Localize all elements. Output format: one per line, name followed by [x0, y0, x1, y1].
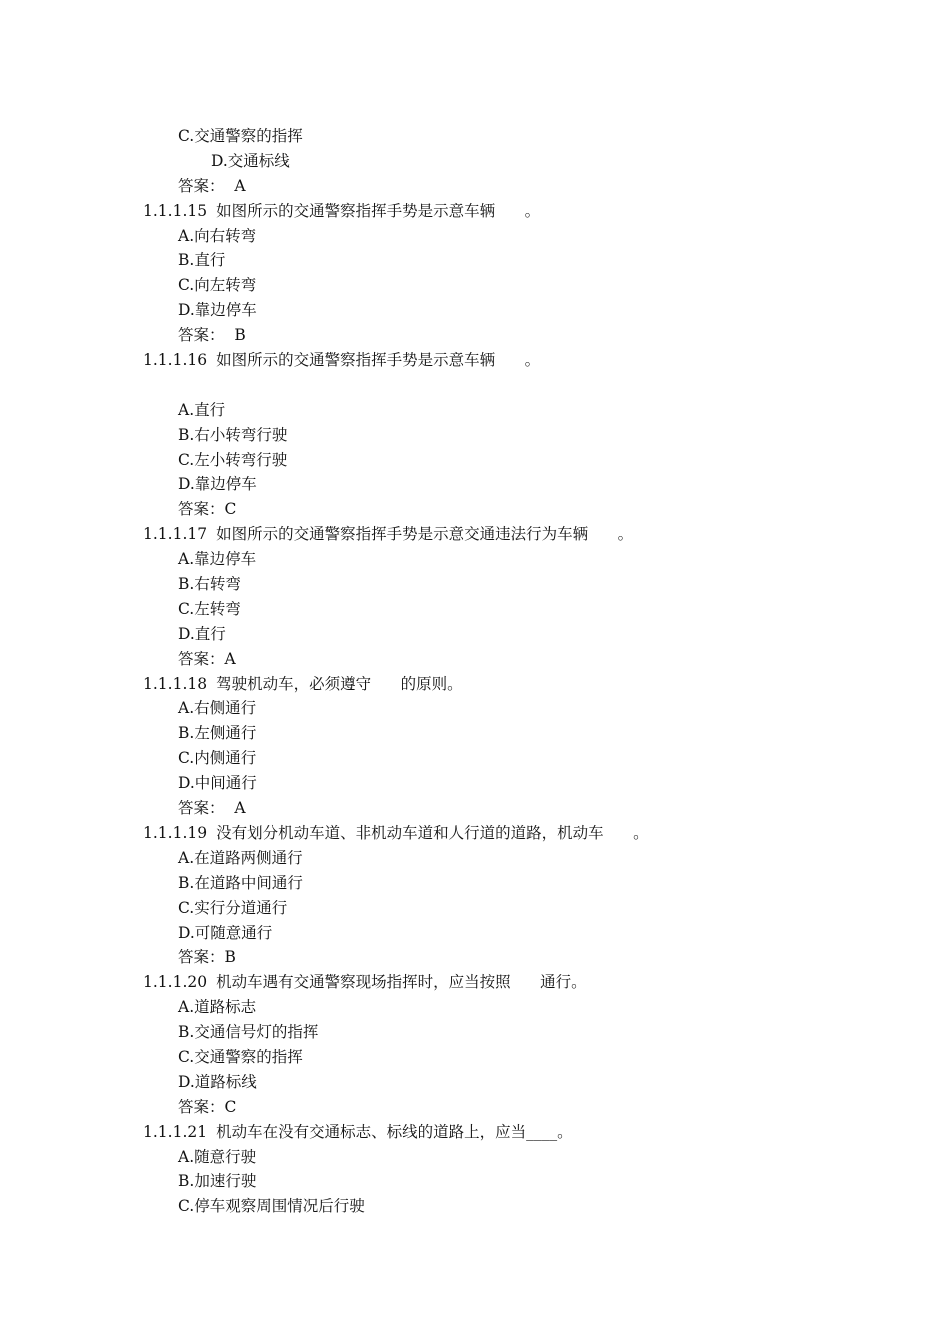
question-number: 1.1.1.19 — [143, 823, 208, 842]
option-line: A.直行 — [178, 400, 226, 419]
option-line: D.直行 — [178, 624, 226, 643]
option-line: D.中间通行 — [178, 774, 257, 793]
option-line: B.交通信号灯的指挥 — [178, 1023, 319, 1042]
question-line — [0, 672, 950, 697]
answer-line: 答案： A — [178, 799, 246, 818]
option-line: A.道路标志 — [178, 998, 257, 1017]
answer-line: 答案：A — [178, 649, 236, 668]
option-line: D.道路标线 — [178, 1072, 257, 1091]
option-line: D.可随意通行 — [178, 923, 273, 942]
question-line — [0, 970, 950, 995]
question-text: 驾驶机动车，必须遵守 的原则。 — [216, 674, 463, 693]
answer-line: 答案： A — [178, 176, 246, 195]
question-text: 如图所示的交通警察指挥手势是示意车辆 。 — [216, 351, 541, 370]
question-line — [0, 348, 950, 373]
option-line: B.加速行驶 — [178, 1172, 257, 1191]
question-number: 1.1.1.15 — [143, 201, 208, 220]
question-number: 1.1.1.16 — [143, 351, 208, 370]
document-page — [0, 124, 950, 1219]
option-line: C.交通警察的指挥 — [178, 1047, 303, 1066]
answer-line: 答案：B — [178, 948, 236, 967]
question-line — [0, 199, 950, 224]
option-line: C.左转弯 — [178, 599, 241, 618]
question-text: 如图所示的交通警察指挥手势是示意交通违法行为车辆 。 — [216, 525, 634, 544]
blank-line — [0, 373, 950, 398]
option-line: B.在道路中间通行 — [178, 873, 303, 892]
question-text: 没有划分机动车道、非机动车道和人行道的道路，机动车 。 — [216, 823, 649, 842]
question-number: 1.1.1.17 — [143, 525, 208, 544]
option-line: C.交通警察的指挥 — [178, 127, 303, 145]
option-line: C.向左转弯 — [178, 276, 257, 295]
question-line — [0, 522, 950, 547]
question-line — [0, 1120, 950, 1145]
question-number: 1.1.1.21 — [143, 1122, 208, 1141]
question-line — [0, 821, 950, 846]
option-line: C.停车观察周围情况后行驶 — [178, 1197, 365, 1216]
option-line: A.随意行驶 — [178, 1147, 257, 1166]
option-line: D.靠边停车 — [178, 475, 257, 494]
question-number: 1.1.1.20 — [143, 973, 208, 992]
option-line: A.靠边停车 — [178, 550, 257, 569]
question-text: 机动车遇有交通警察现场指挥时，应当按照 通行。 — [216, 973, 587, 992]
question-text: 机动车在没有交通标志、标线的道路上，应当____。 — [216, 1122, 573, 1141]
option-line: A.在道路两侧通行 — [178, 848, 303, 867]
option-line: B.左侧通行 — [178, 724, 257, 743]
option-line: A.向右转弯 — [178, 226, 257, 245]
option-line: C.实行分道通行 — [178, 898, 288, 917]
option-line: C.内侧通行 — [178, 749, 257, 768]
option-line: B.右转弯 — [178, 575, 241, 594]
answer-line: 答案：C — [178, 500, 237, 519]
answer-line: 答案：C — [178, 1097, 237, 1116]
option-line: D.交通标线 — [211, 151, 290, 170]
option-line: B.直行 — [178, 251, 226, 270]
question-number: 1.1.1.18 — [143, 674, 208, 693]
option-line: B.右小转弯行驶 — [178, 425, 288, 444]
option-line: D.靠边停车 — [178, 301, 257, 320]
option-line: C.左小转弯行驶 — [178, 450, 288, 469]
question-text: 如图所示的交通警察指挥手势是示意车辆 。 — [216, 201, 541, 220]
answer-line: 答案： B — [178, 326, 246, 345]
option-line: A.右侧通行 — [178, 699, 257, 718]
